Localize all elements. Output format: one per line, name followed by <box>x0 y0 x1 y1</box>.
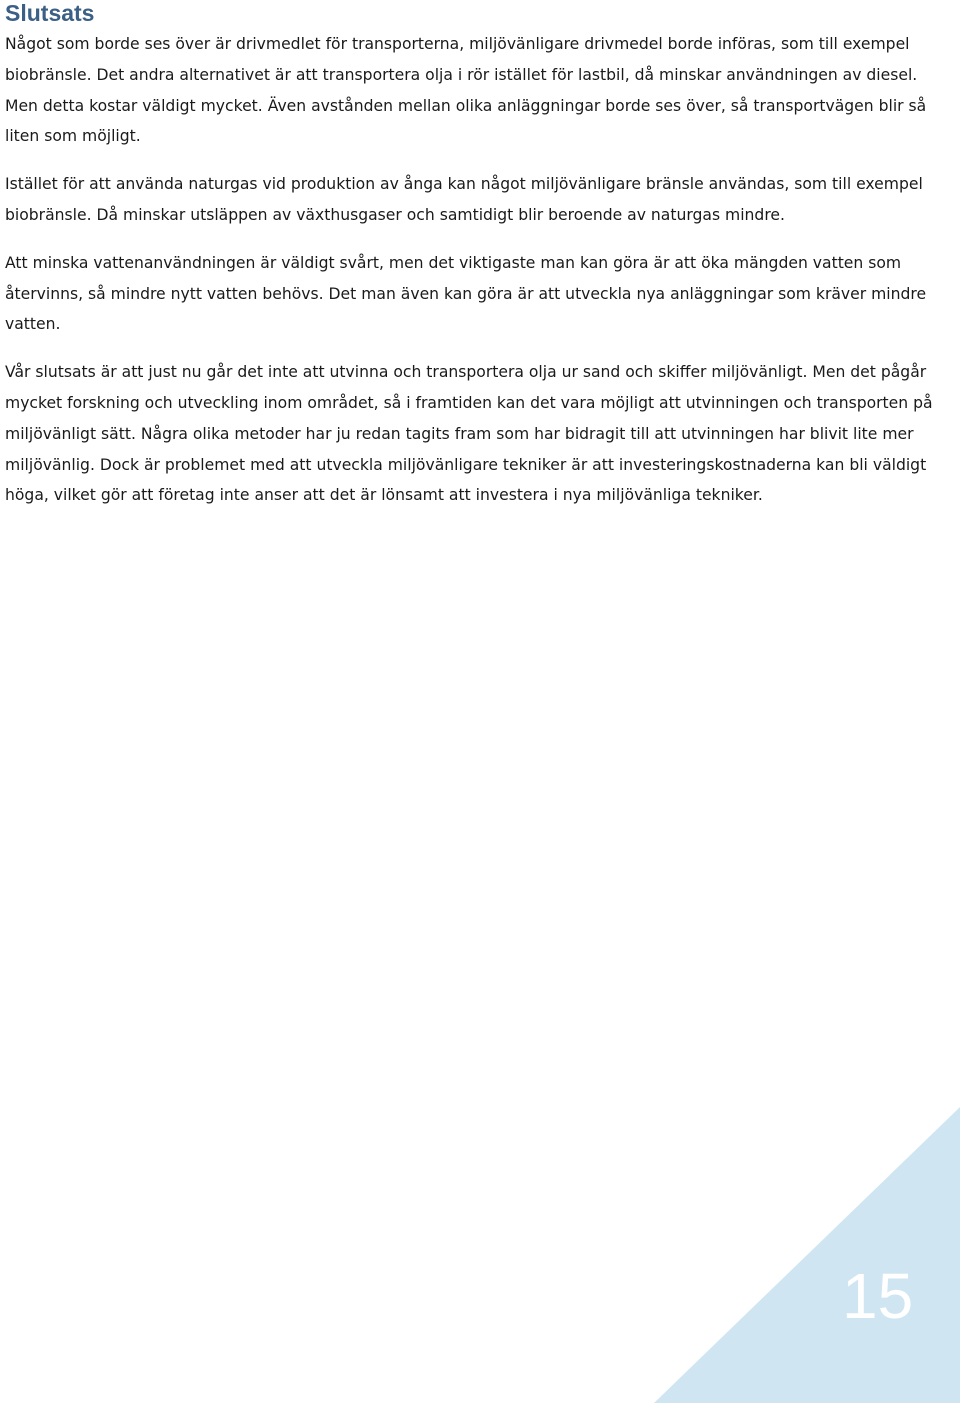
paragraph-2: Istället för att använda naturgas vid produktion av ånga kan något miljövänligare bränsle användas, som till exempel biobränsle. Då minskar utsläppen av växthusgaser och samtidigt blir beroende av naturgas mindre. <box>5 175 923 224</box>
section-heading: Slutsats <box>5 0 95 26</box>
paragraph-1: Något som borde ses över är drivmedlet för transporterna, miljövänligare drivmedel borde införas, som till exempel biobränsle. Det andra alternativet är att transportera olja i rör istället för lastbil, då minskar användningen av diesel. Men detta kostar väldigt mycket. Även avstånden mellan olika anläggningar borde ses över, så transportvägen blir så liten som möjligt. <box>5 35 927 146</box>
page-number: 15 <box>842 1260 914 1332</box>
body-text <box>5 29 940 528</box>
paragraph-3: Att minska vattenanvändningen är väldigt svårt, men det viktigaste man kan göra är att öka mängden vatten som återvinns, så mindre nytt vatten behövs. Det man även kan göra är att utveckla nya anläggningar som kräver mindre vatten. <box>5 253 927 334</box>
page-corner-decoration <box>654 1107 960 1403</box>
paragraph-4: Vår slutsats är att just nu går det inte att utvinna och transportera olja ur sand och skiffer miljövänligt. Men det pågår mycket forskning och utveckling inom området, så i framtiden kan det vara möjligt att utvinningen och transporten på miljövänligt sätt. Några olika metoder har ju redan tagits fram som har bidragit till att utvinningen har blivit lite mer miljövänlig. Dock är problemet med att utveckla miljövänligare tekniker är att investeringskostnaderna kan bli väldigt höga, vilket gör att företag inte anser att det är lönsamt att investera i nya miljövänliga tekniker. <box>5 363 933 505</box>
corner-triangle <box>654 1107 960 1403</box>
